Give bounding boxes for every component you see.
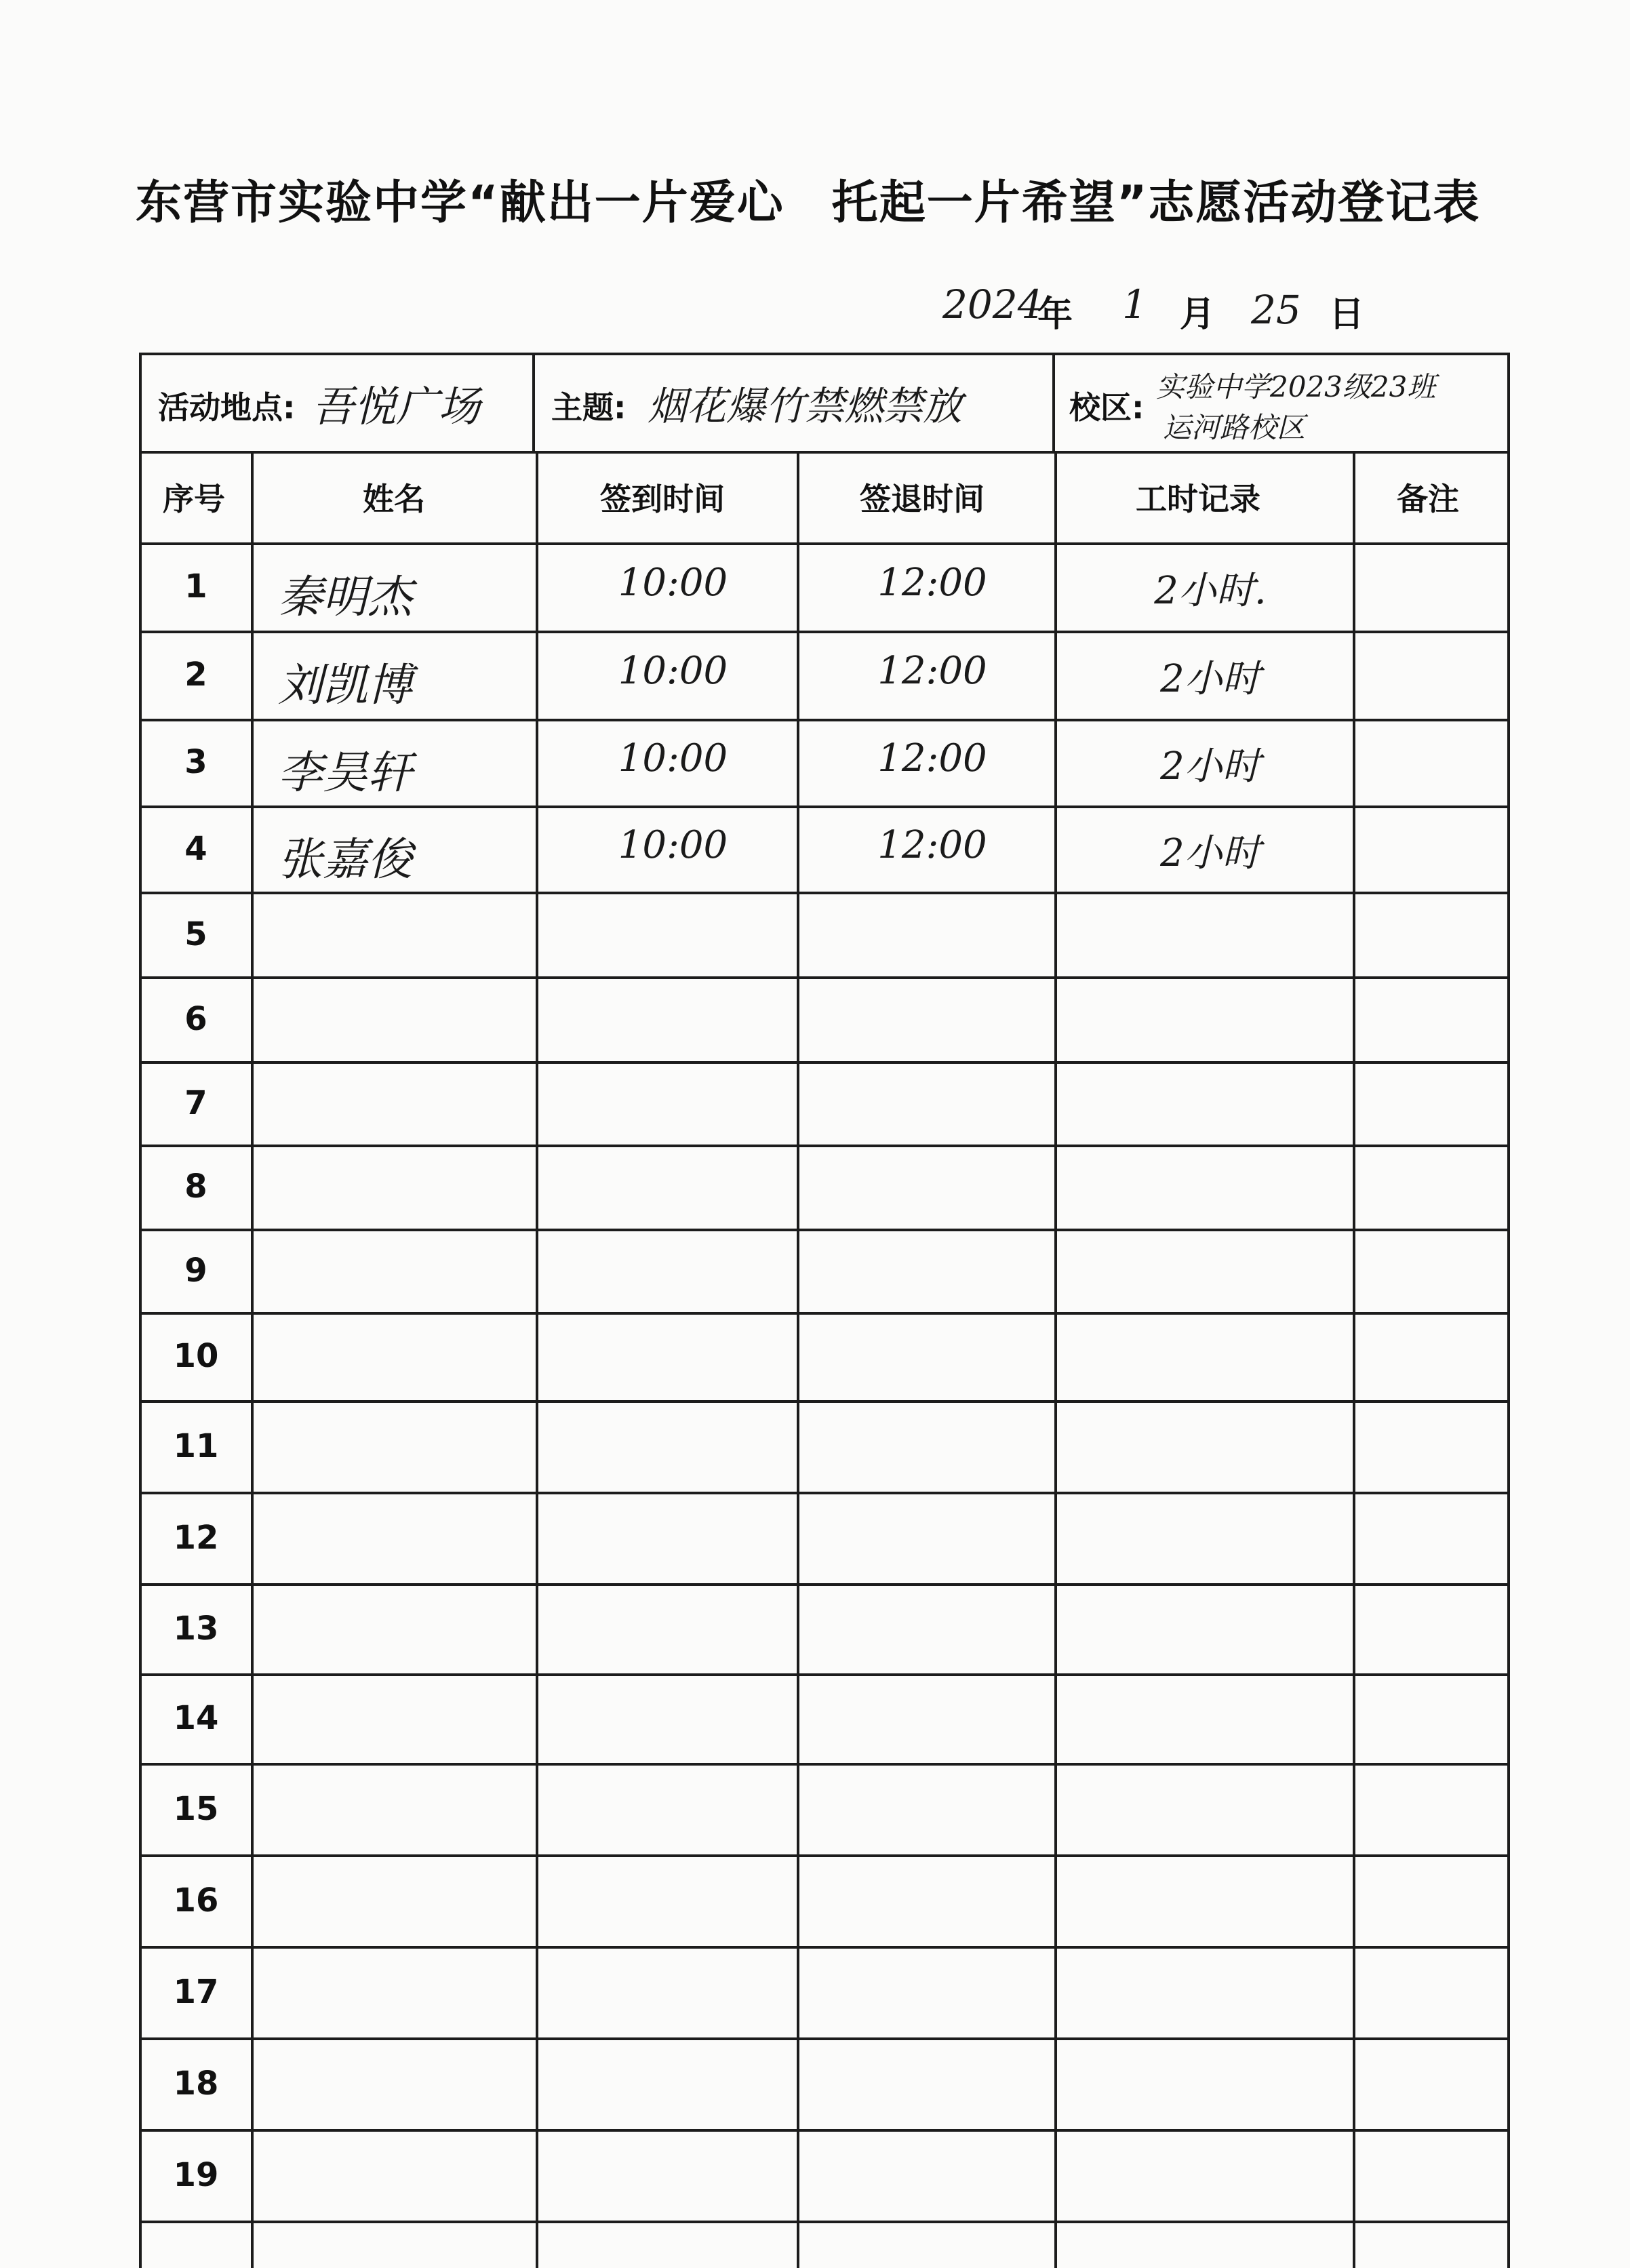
row-number: 7 bbox=[184, 1083, 207, 1122]
column-divider bbox=[1507, 451, 1510, 2268]
row-divider bbox=[139, 2221, 1510, 2223]
row-number: 15 bbox=[173, 1789, 219, 1828]
col-header-no: 序号 bbox=[163, 481, 225, 517]
info-col-divider bbox=[532, 353, 535, 451]
info-col-divider bbox=[1507, 353, 1510, 451]
row-number: 11 bbox=[173, 1427, 219, 1465]
row-divider bbox=[139, 631, 1510, 633]
info-row-divider bbox=[139, 451, 1510, 454]
row-number: 3 bbox=[184, 743, 207, 781]
row-divider bbox=[139, 1492, 1510, 1494]
row-divider bbox=[139, 1229, 1510, 1231]
sign-in-cell: 10:00 bbox=[618, 822, 728, 867]
row-number: 6 bbox=[184, 999, 207, 1038]
date-year-label: 年 bbox=[1037, 294, 1073, 335]
date-day: 25 bbox=[1251, 287, 1301, 333]
col-header-hours: 工时记录 bbox=[1136, 481, 1260, 517]
sign-in-cell: 10:00 bbox=[618, 649, 728, 693]
name-cell: 张嘉俊 bbox=[278, 833, 412, 886]
theme-value: 烟花爆竹禁燃禁放 bbox=[648, 383, 963, 429]
row-divider bbox=[139, 1145, 1510, 1147]
row-divider bbox=[139, 1763, 1510, 1766]
row-number: 1 bbox=[184, 568, 207, 605]
sign-out-cell: 12:00 bbox=[877, 822, 987, 867]
column-divider bbox=[1054, 451, 1057, 2268]
col-header-name: 姓名 bbox=[363, 481, 425, 517]
row-divider bbox=[139, 542, 1510, 545]
date-year: 2024 bbox=[942, 281, 1043, 327]
campus-label: 校区: bbox=[1069, 389, 1145, 426]
hours-cell: 2小时 bbox=[1160, 657, 1260, 701]
location-label: 活动地点: bbox=[158, 389, 296, 426]
row-number: 9 bbox=[184, 1251, 207, 1290]
row-number: 4 bbox=[184, 829, 207, 868]
name-cell: 刘凯博 bbox=[278, 659, 412, 711]
col-header-note: 备注 bbox=[1397, 481, 1459, 517]
row-number: 12 bbox=[173, 1518, 219, 1557]
name-cell: 李昊轩 bbox=[278, 747, 412, 799]
row-number: 13 bbox=[173, 1609, 219, 1648]
sign-in-cell: 10:00 bbox=[618, 561, 728, 605]
form-title: 东营市实验中学“献出一片爱心 托起一片希望”志愿活动登记表 bbox=[136, 176, 1481, 230]
row-number: 10 bbox=[173, 1337, 219, 1375]
col-header-sign-in: 签到时间 bbox=[600, 481, 725, 517]
row-divider bbox=[139, 719, 1510, 721]
column-divider bbox=[1353, 451, 1355, 2268]
row-divider bbox=[139, 1854, 1510, 1857]
row-divider bbox=[139, 1583, 1510, 1586]
row-divider bbox=[139, 1400, 1510, 1403]
row-divider bbox=[139, 2037, 1510, 2040]
row-number: 14 bbox=[173, 1699, 219, 1737]
col-header-sign-out: 签退时间 bbox=[860, 481, 985, 517]
column-divider bbox=[251, 451, 254, 2268]
theme-label: 主题: bbox=[551, 389, 627, 426]
row-divider bbox=[139, 2129, 1510, 2132]
row-divider bbox=[139, 976, 1510, 979]
row-number: 17 bbox=[173, 1972, 219, 2011]
row-number: 19 bbox=[173, 2155, 219, 2194]
hours-cell: 2小时 bbox=[1160, 744, 1260, 789]
hours-cell: 2小时 bbox=[1160, 831, 1260, 875]
sign-out-cell: 12:00 bbox=[877, 649, 987, 693]
row-divider bbox=[139, 1946, 1510, 1949]
row-number: 2 bbox=[184, 656, 207, 694]
sign-out-cell: 12:00 bbox=[877, 561, 987, 605]
row-divider bbox=[139, 1061, 1510, 1064]
sign-in-cell: 10:00 bbox=[618, 736, 728, 780]
date-month: 1 bbox=[1122, 281, 1147, 327]
row-number: 5 bbox=[184, 915, 207, 953]
column-divider bbox=[536, 451, 538, 2268]
row-divider bbox=[139, 805, 1510, 808]
row-number: 18 bbox=[173, 2064, 219, 2103]
hours-cell: 2小时. bbox=[1154, 569, 1267, 613]
campus-value-line2: 运河路校区 bbox=[1163, 411, 1306, 444]
info-col-divider bbox=[1052, 353, 1055, 451]
sign-out-cell: 12:00 bbox=[877, 736, 987, 780]
column-divider bbox=[797, 451, 799, 2268]
date-day-label: 日 bbox=[1329, 294, 1365, 335]
row-number: 16 bbox=[173, 1881, 219, 1919]
campus-value-line1: 实验中学2023级23班 bbox=[1156, 370, 1436, 403]
row-divider bbox=[139, 1673, 1510, 1676]
location-value: 吾悦广场 bbox=[312, 382, 481, 431]
row-divider bbox=[139, 892, 1510, 894]
name-cell: 秦明杰 bbox=[278, 571, 412, 623]
row-divider bbox=[139, 1312, 1510, 1315]
registration-table bbox=[139, 353, 1510, 2268]
date-line bbox=[942, 275, 1383, 336]
date-month-label: 月 bbox=[1180, 294, 1216, 335]
row-number: 8 bbox=[184, 1168, 207, 1206]
info-col-divider bbox=[139, 353, 142, 451]
table-border-top bbox=[139, 353, 1510, 355]
